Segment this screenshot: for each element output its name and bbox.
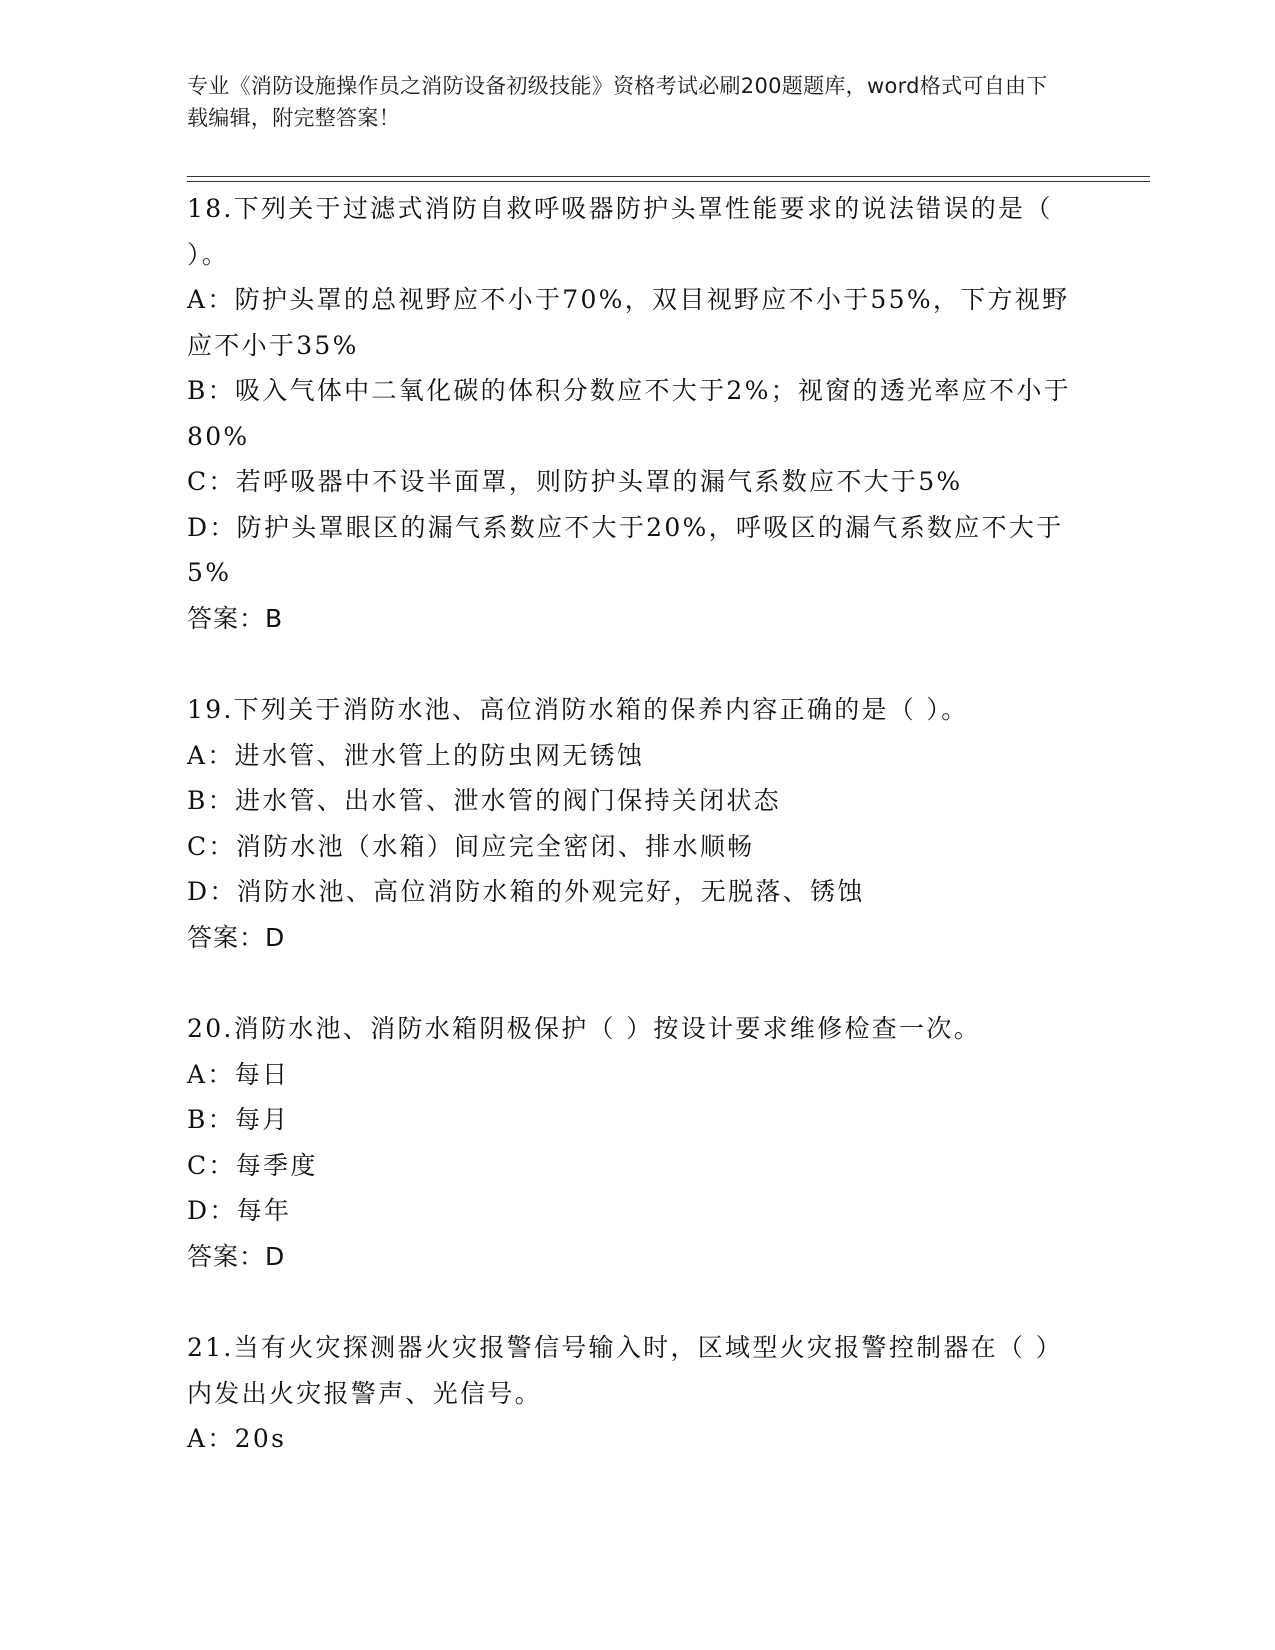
question-21 — [187, 1325, 1077, 1462]
option-a: A：防护头罩的总视野应不小于70%，双目视野应不小于55%，下方视野应不小于35% — [187, 285, 1070, 360]
question-18 — [187, 186, 1077, 641]
option-b: B：每月 — [187, 1105, 290, 1134]
question-list — [187, 186, 1077, 1462]
question-stem: 20.消防水池、消防水箱阴极保护（ ）按设计要求维修检查一次。 — [187, 1014, 982, 1043]
option-c: C：若呼吸器中不设半面罩，则防护头罩的漏气系数应不大于5% — [187, 467, 963, 496]
option-a: A：进水管、泄水管上的防虫网无锈蚀 — [187, 740, 645, 770]
option-b: B：进水管、出水管、泄水管的阀门保持关闭状态 — [187, 786, 781, 815]
question-19 — [187, 687, 1077, 960]
option-b: B：吸入气体中二氧化碳的体积分数应不大于2%；视窗的透光率应不小于80% — [187, 376, 1071, 451]
option-d: D：防护头罩眼区的漏气系数应不大于20%，呼吸区的漏气系数应不大于5% — [187, 512, 1064, 587]
question-stem: 19.下列关于消防水池、高位消防水箱的保养内容正确的是（ ）。 — [187, 695, 969, 724]
question-20 — [187, 1006, 1077, 1279]
answer: 答案：D — [187, 922, 286, 952]
question-spacer — [187, 960, 1077, 1006]
page-header: 专业《消防设施操作员之消防设备初级技能》资格考试必刷200题题库，word格式可自由下载编辑，附完整答案！ — [187, 74, 1048, 130]
option-a: A：每日 — [187, 1059, 290, 1089]
question-stem: 18.下列关于过滤式消防自救呼吸器防护头罩性能要求的说法错误的是（ ）。 — [187, 194, 1053, 269]
question-spacer — [187, 1279, 1077, 1325]
option-d: D：每年 — [187, 1196, 292, 1225]
header-divider — [187, 176, 1150, 182]
question-spacer — [187, 641, 1077, 687]
answer: 答案：D — [187, 1241, 286, 1271]
answer: 答案：B — [187, 603, 284, 633]
option-c: C：每季度 — [187, 1150, 318, 1180]
option-c: C：消防水池（水箱）间应完全密闭、排水顺畅 — [187, 831, 755, 861]
option-a: A：20s — [187, 1424, 287, 1453]
question-stem: 21.当有火灾探测器火灾报警信号输入时，区域型火灾报警控制器在（ ）内发出火灾报警声、光信号。 — [187, 1333, 1063, 1408]
option-d: D：消防水池、高位消防水箱的外观完好，无脱落、锈蚀 — [187, 877, 865, 906]
